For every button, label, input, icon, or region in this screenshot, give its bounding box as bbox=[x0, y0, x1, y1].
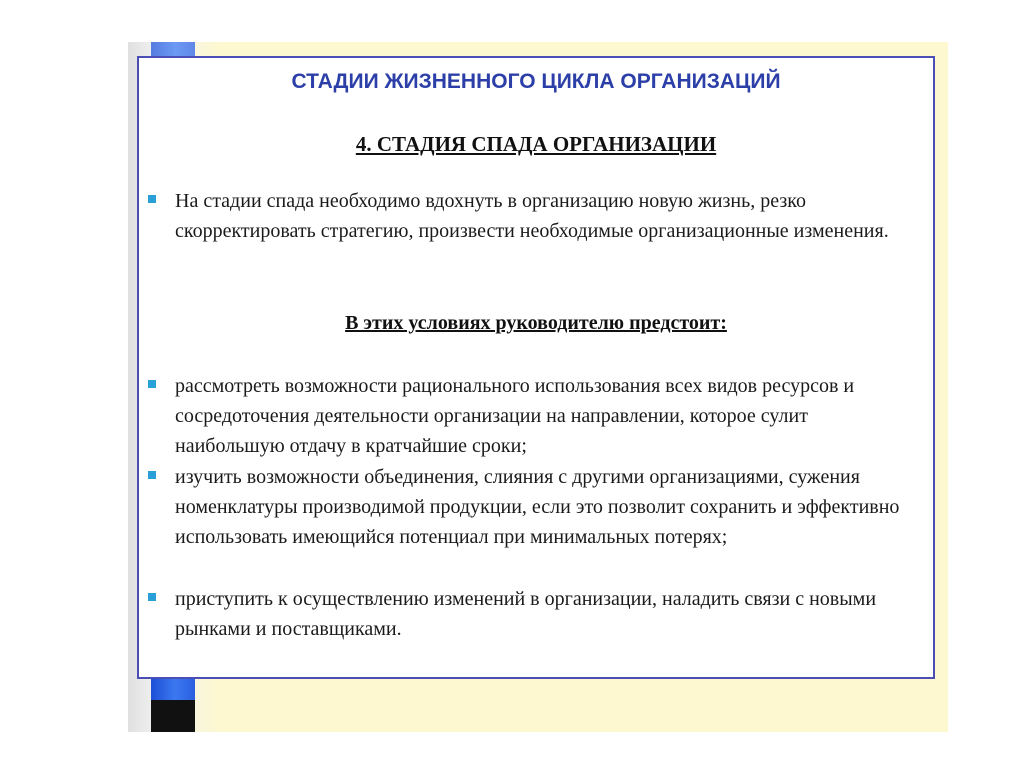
square-bullet-icon bbox=[148, 471, 156, 479]
square-bullet-icon bbox=[148, 195, 156, 203]
black-accent-block bbox=[151, 700, 195, 732]
list-item bbox=[175, 584, 915, 644]
square-bullet-icon bbox=[148, 593, 156, 601]
slide-title: СТАДИИ ЖИЗНЕННОГО ЦИКЛА ОРГАНИЗАЦИЙ bbox=[291, 70, 781, 93]
square-bullet-icon bbox=[148, 380, 156, 388]
list-item bbox=[175, 371, 915, 461]
list-item-text: изучить возможности объединения, слияния с другими организациями, сужения номенклатуры производимой продукции, если это позволит сохранить и эффективно использовать имеющийся потенциал при минимальных потерях; bbox=[175, 466, 900, 548]
intro-text: На стадии спада необходимо вдохнуть в организацию новую жизнь, резко скорректировать стратегию, произвести необходимые организационные изменения. bbox=[175, 190, 889, 242]
section-heading: В этих условиях руководителю предстоит: bbox=[345, 312, 727, 334]
list-item-text: приступить к осуществлению изменений в организации, наладить связи с новыми рынками и поставщиками. bbox=[175, 588, 877, 640]
slide-content-box bbox=[137, 56, 935, 679]
stage-subtitle: 4. СТАДИЯ СПАДА ОРГАНИЗАЦИИ bbox=[355, 132, 717, 156]
list-item bbox=[175, 462, 915, 552]
list-item-text: рассмотреть возможности рационального использования всех видов ресурсов и сосредоточения деятельности организации на направлении, которое сулит наибольшую отдачу в кратчайшие сроки; bbox=[175, 375, 855, 457]
intro-item bbox=[175, 186, 915, 246]
